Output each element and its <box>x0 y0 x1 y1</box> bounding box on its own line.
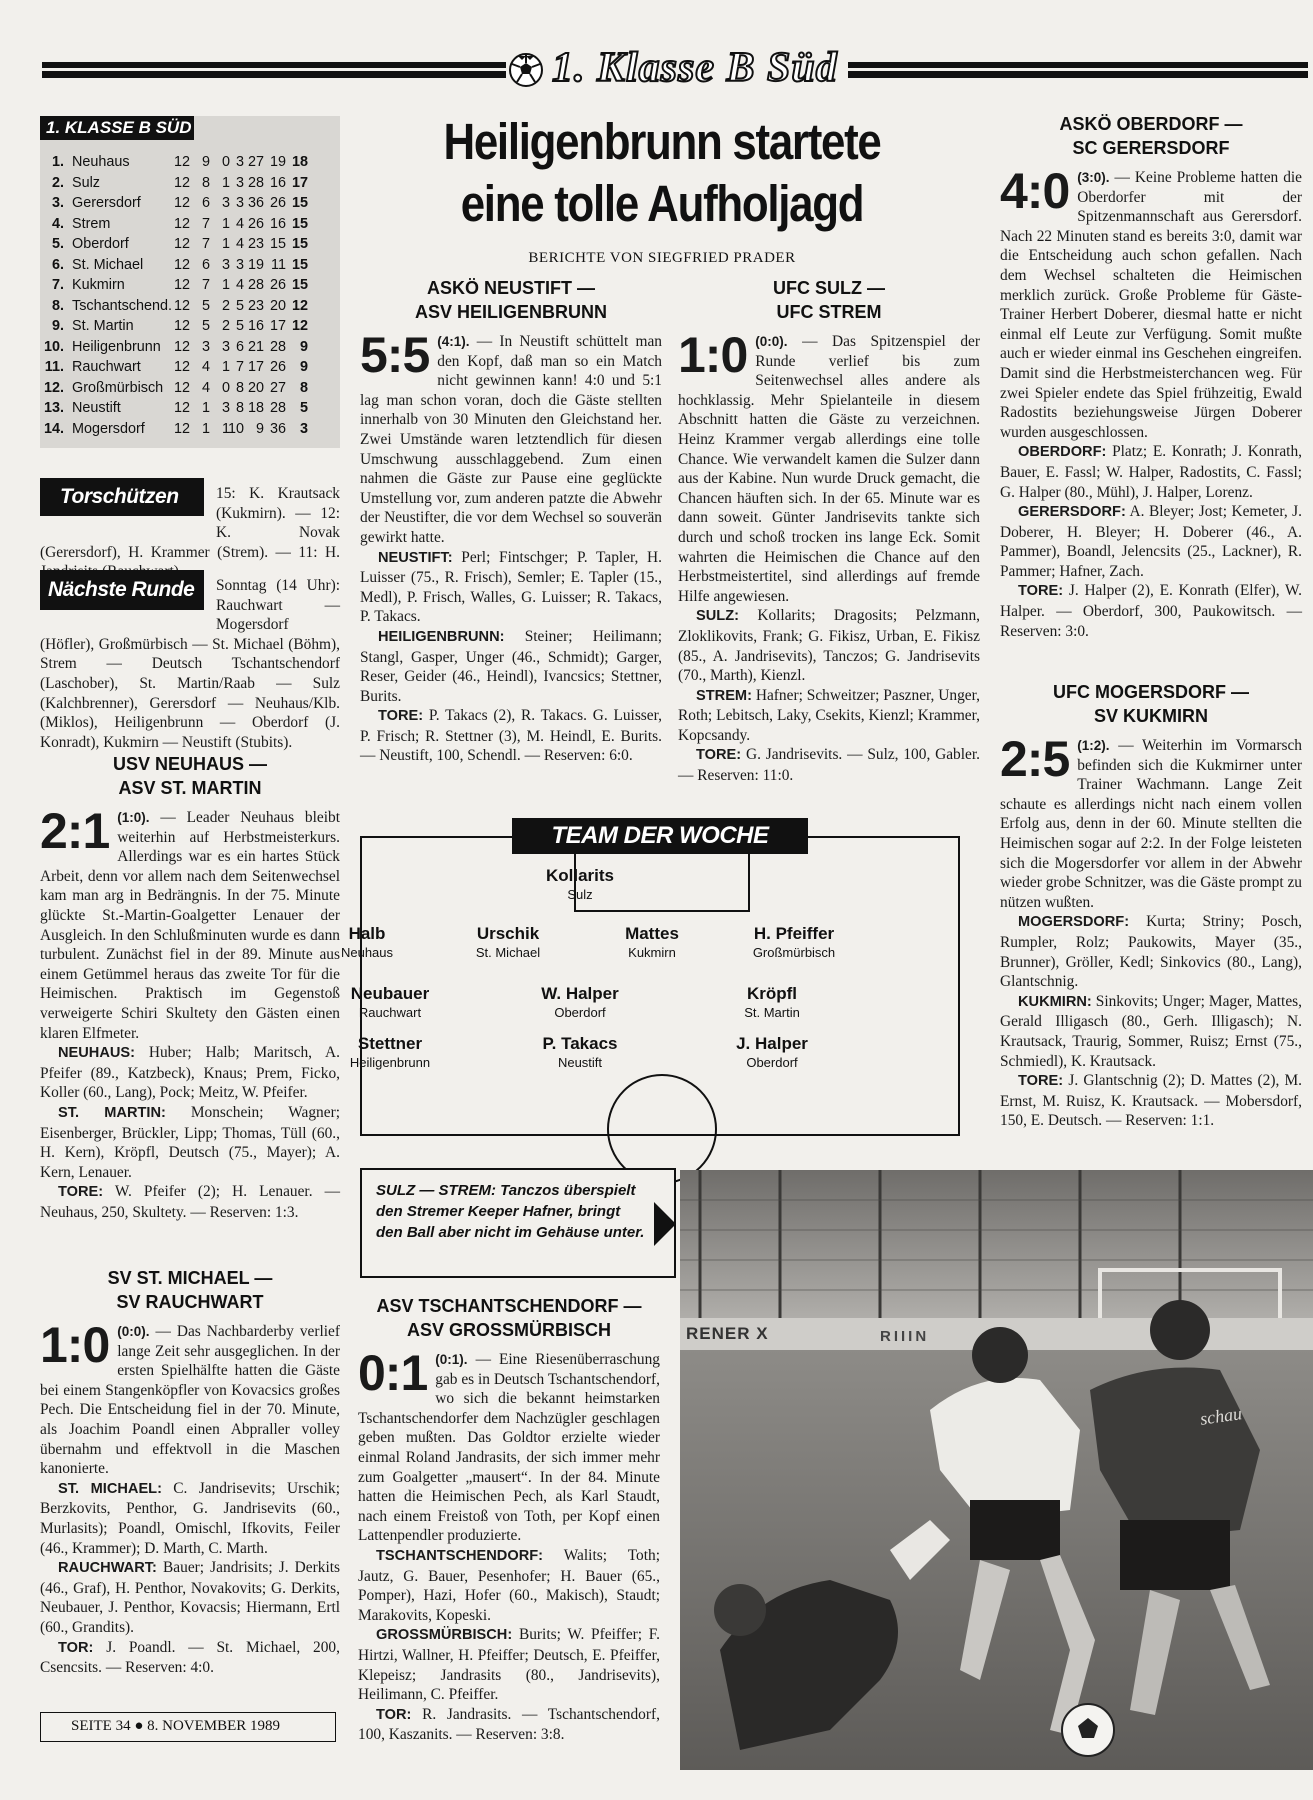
table-row <box>44 296 338 317</box>
table-cell-ga: 11 <box>271 256 286 273</box>
player-name: P. Takacs <box>542 1034 618 1053</box>
table-rank: 4. <box>51 215 64 232</box>
table-cell-g: 12 <box>173 154 190 170</box>
table-rank: 10. <box>44 338 65 355</box>
table-cell-l: 5 <box>235 297 244 314</box>
table-rank: 9. <box>51 318 64 334</box>
table-cell-l: 4 <box>235 277 244 293</box>
table-cell-ga: 20 <box>269 297 286 314</box>
table-cell-l: 8 <box>235 400 244 416</box>
table-cell-d: 1 <box>221 359 230 375</box>
table-row <box>44 193 338 214</box>
table-cell-ga: 15 <box>269 236 286 252</box>
table-row <box>44 214 338 235</box>
table-cell-gf: 23 <box>247 297 264 314</box>
table-cell-pts: 15 <box>291 277 308 293</box>
table-cell-pts: 18 <box>291 154 308 170</box>
player-club: Neuhaus <box>340 945 394 960</box>
table-cell-ga: 17 <box>269 318 286 334</box>
table-rank: 3. <box>51 195 64 211</box>
table-cell-pts: 8 <box>299 379 308 396</box>
player-club: Rauchwart <box>358 1005 422 1020</box>
table-team: Kukmirn <box>72 277 125 293</box>
table-cell-ga: 16 <box>269 215 286 232</box>
league-table-title: 1. KLASSE B SÜD <box>40 116 194 140</box>
table-cell-pts: 9 <box>299 359 308 375</box>
match-photo <box>680 1170 1313 1770</box>
table-cell-pts: 3 <box>299 420 308 437</box>
table-rank: 2. <box>51 174 64 191</box>
table-cell-d: 3 <box>221 338 230 355</box>
team-of-week-title: TEAM DER WOCHE <box>512 818 808 854</box>
match-score: 5:5 <box>360 327 430 383</box>
player-club: Neustift <box>557 1055 603 1070</box>
match-score: 1:0 <box>40 1317 110 1373</box>
table-row <box>44 152 338 173</box>
banner-rule-left <box>42 62 506 78</box>
table-cell-l: 5 <box>235 318 244 334</box>
table-cell-d: 3 <box>221 195 230 211</box>
table-cell-pts: 12 <box>291 297 308 314</box>
table-cell-d: 0 <box>221 154 230 170</box>
table-cell-w: 5 <box>201 318 210 334</box>
section-title: 1. Klasse B Süd <box>552 45 838 91</box>
table-row <box>44 378 338 399</box>
table-cell-w: 3 <box>201 338 210 355</box>
table-row <box>44 173 338 194</box>
table-cell-g: 12 <box>173 359 190 375</box>
table-cell-d: 0 <box>221 379 230 396</box>
byline: BERICHTE VON SIEGFRIED PRADER <box>528 250 796 266</box>
table-cell-w: 7 <box>201 277 210 293</box>
match-oberdorf: ASKÖ OBERDORF — SC GERERSDORF 4:0 (3:0). — Keine Probleme hatten die Oberdorfer mit der Spitzenmannschaft aus Gerersdorf. Nach 22 Minuten stand es bereits 3:0, damit war die Entscheidung auch schon gefallen. Nach dem Wechsel schalteten die Heimischen merklich zurück. Große Probleme für Gäste-Trainer Herbert Doberer, diesmal hatte er nicht einmal elf Leute zur Verfügung. Somit mußte auch er wieder einmal ins Geschehen eingreifen. Damit sind die Herbstmeisterchancen weg. Für zwei Spieler endete das Spiel frühzeitig, Ewald Radostits beziehungsweise Jürgen Doberer wurden ausgeschlossen. OBERDORF: Platz; E. Konrath; J. Konrath, Bauer, E. Fassl; W. Halper, Radostits, C. Fassl; G. Halper (80., Mühl), J. Halper, Lorenz. GERERSDORF: A. Bleyer; Jost; Kemeter, J. Doberer, H. Bleyer; H. Doberer (46., A. Pammer), Boandl, Jelencsits (25., Lackner), R. Pammer; Hafner, Zach. TORE: J. Halper (2), E. Konrath (Elfer), W. Halper. — Oberdorf, 300, Paukowitsch. — Reserven: 3:0. <box>1000 114 1303 640</box>
table-cell-g: 12 <box>173 236 190 252</box>
table-cell-g: 12 <box>173 195 190 211</box>
player-club: Oberdorf <box>554 1005 606 1020</box>
match-title: ASKÖ OBERDORF — <box>1059 114 1243 134</box>
match-title: USV NEUHAUS — <box>112 754 268 774</box>
table-rank: 7. <box>51 277 64 293</box>
next-round-text: Sonntag (14 Uhr): Rauchwart — Mogersdorf (Höfler), Großmürbisch — St. Michael (Böhm), Strem — Deutsch Tschantschendorf (Laschober), St. Martin/Raab — Sulz (Kalchbrenner), Gerersdorf — Neuhaus/Klb. (Miklos), Heiligenbrunn — Oberdorf (J. Konradt), Kukmirn — Neustift (Stubits). <box>40 577 340 751</box>
match-title: ASV GROSSMÜRBISCH <box>406 1320 612 1340</box>
player-name: Mattes <box>625 924 679 943</box>
bullet-icon: ● <box>134 1718 144 1734</box>
photo-caption: SULZ — STREM: Tanczos überspielt den Stremer Keeper Hafner, bringt den Ball aber nicht im Gehäuse unter. <box>376 1182 645 1241</box>
table-row <box>44 337 338 358</box>
player-club: Großmürbisch <box>752 945 836 960</box>
player-name: Halb <box>348 924 386 943</box>
table-cell-w: 4 <box>201 379 210 396</box>
table-row <box>44 275 338 296</box>
table-cell-gf: 18 <box>247 400 264 416</box>
match-score: 2:5 <box>1000 731 1070 787</box>
match-mogersdorf: UFC MOGERSDORF — SV KUKMIRN 2:5 (1:2). — Weiterhin im Vormarsch befinden sich die Kukmirner unter Trainer Wachmann. Lange Zeit schaute es allerdings nicht nach einem vollen Erfolg aus, denn in der 60. Minute stellten die Heimischen sogar auf 2:2. In der Folge leisteten sich die Mogersdorfer vor allem in der Abwehr wieder grobe Schnitzer, was die Gäste prompt zu nützen wußten. MOGERSDORF: Kurta; Striny; Posch, Rumpler, Rolz; Paukowits, Mayer (35., Brunner), Gröller, Kedl; Sinkovics (80., Lang), Glantschnig. KUKMIRN: Sinkovits; Unger; Mager, Mattes, Gerald Illigasch (80., Gerh. Illigasch); N. Krautsack, Traurig, Sommer, Ruisz; Ernst (75., Schmiedl), K. Krautsack. TORE: J. Glantschnig (2); D. Mattes (2), M. Ernst, M. Ruisz, K. Krautsack. — Mobersdorf, 150, E. Deutsch. — Reserven: 1:1. <box>1000 682 1302 1130</box>
match-title: ASKÖ NEUSTIFT — <box>426 278 595 298</box>
table-cell-gf: 23 <box>247 236 264 252</box>
table-cell-pts: 12 <box>291 318 308 334</box>
player-club: St. Martin <box>744 1005 800 1020</box>
table-cell-gf: 20 <box>247 379 264 396</box>
table-row <box>44 357 338 378</box>
table-cell-l: 3 <box>235 195 244 211</box>
table-cell-w: 7 <box>201 236 210 252</box>
table-cell-w: 1 <box>201 420 210 437</box>
match-title: ASV ST. MARTIN <box>118 778 262 798</box>
match-title: SV RAUCHWART <box>116 1292 264 1312</box>
photo-caption-box <box>360 1168 676 1278</box>
table-cell-gf: 19 <box>247 256 264 273</box>
scorers-text: 15: K. Krautsack (Kukmirn). — 12: K. Novak (Gerersdorf), H. Krammer (Strem). — 11: H. <box>40 485 340 561</box>
table-team: Gerersdorf <box>72 195 141 211</box>
table-rank: 13. <box>44 400 65 416</box>
banner-rule-right <box>848 62 1308 78</box>
player-name: Kollarits <box>545 866 615 885</box>
table-cell-l: 3 <box>235 154 244 170</box>
table-cell-l: 4 <box>235 236 244 252</box>
table-cell-d: 3 <box>221 256 230 273</box>
table-cell-g: 12 <box>173 174 190 191</box>
table-cell-w: 6 <box>201 195 210 211</box>
table-rank: 8. <box>51 297 64 314</box>
table-cell-w: 1 <box>201 400 210 416</box>
table-cell-w: 7 <box>201 215 210 232</box>
table-cell-ga: 36 <box>269 420 286 437</box>
table-cell-pts: 9 <box>299 338 308 355</box>
table-row <box>44 419 338 440</box>
table-rank: 12. <box>44 379 65 396</box>
table-cell-ga: 27 <box>269 379 286 396</box>
table-cell-l: 4 <box>235 215 244 232</box>
table-cell-d: 1 <box>221 174 230 191</box>
player-club: Heiligenbrunn <box>349 1055 431 1070</box>
caption-arrow-icon <box>654 1202 676 1246</box>
match-photo-illustration <box>680 1170 1313 1770</box>
table-cell-g: 12 <box>173 420 190 437</box>
match-title: UFC STREM <box>776 302 882 322</box>
headline-line1: Heiligenbrunn startete <box>443 113 881 170</box>
table-cell-pts: 17 <box>291 174 308 191</box>
table-rank: 6. <box>51 256 64 273</box>
table-cell-w: 9 <box>201 154 210 170</box>
match-sulz: UFC SULZ — UFC STREM 1:0 (0:0). — Das Spitzenspiel der Runde verlief bis zum Seitenwechsel alles andere als hochklassig. Mehr Spielanteile in diesem Abschnitt hatten die Gäste zu verzeichnen. Heinz Krammer vergab allerdings eine tolle Chance. Wie verwandelt kamen die Sulzer dann aus der Kabine. Nun wurde Druck gemacht, die Chancen häuften sich. In der 65. Minute war es dann soweit. Günter Jandrisevits tankte sich durch und schoß trocken ins lange Eck. Somit wahrten die Heimischen die Chance auf den Herbstmeistertitel, sind allerdings auf fremde Hilfe angewiesen. SULZ: Kollarits; Dragosits; Pelzmann, Zloklikovits, Frank; G. Fikisz, Urban, E. Fikisz (85., A. Jandrisevits), Tanczos; G. Jandrisevits (70., Marth), Kienzl. STREM: Hafner; Schweitzer; Paszner, Unger, Roth; Lebitsch, Laky, Csekits, Kienzl; Krammer, Kopcsandy. TORE: G. Jandrisevits. — Sulz, 100, Gabler. — Reserven: 11:0. <box>678 278 980 785</box>
page-footer <box>40 1712 336 1742</box>
table-cell-ga: 16 <box>269 174 286 191</box>
match-score: 2:1 <box>40 803 110 859</box>
player-club: Oberdorf <box>746 1055 798 1070</box>
player-name: W. Halper <box>541 984 619 1003</box>
table-cell-d: 3 <box>221 400 230 416</box>
table-cell-g: 12 <box>173 318 190 334</box>
table-cell-l: 3 <box>235 174 244 191</box>
ad-board-text: RIIIN <box>880 1328 930 1345</box>
match-title: ASV TSCHANTSCHENDORF — <box>376 1296 642 1316</box>
table-team: Strem <box>72 215 111 232</box>
player-name: J. Halper <box>736 1034 808 1053</box>
table-team: St. Martin <box>72 318 134 334</box>
table-team: Neuhaus <box>72 154 130 170</box>
table-cell-l: 8 <box>235 379 244 396</box>
table-cell-pts: 15 <box>291 236 308 252</box>
table-row <box>44 316 338 337</box>
shirt-sponsor-text: schau <box>1198 1403 1244 1429</box>
table-cell-w: 8 <box>201 174 210 191</box>
table-rank: 11. <box>44 359 64 375</box>
table-cell-l: 3 <box>235 256 244 273</box>
table-cell-ga: 28 <box>269 400 286 416</box>
table-team: Rauchwart <box>72 359 141 375</box>
table-team: Heiligenbrunn <box>72 338 161 355</box>
table-team: Tschantschend. <box>72 297 172 314</box>
soccer-ball-icon <box>508 52 544 88</box>
table-cell-pts: 15 <box>291 256 308 273</box>
match-title: ASV HEILIGENBRUNN <box>414 302 607 322</box>
player-name: H. Pfeiffer <box>753 924 835 943</box>
table-cell-g: 12 <box>173 215 190 232</box>
table-cell-d: 1 <box>221 215 230 232</box>
match-michael: SV ST. MICHAEL — SV RAUCHWART 1:0 (0:0). — Das Nachbarderby verlief lange Zeit sehr ausgeglichen. In der ersten Spielhälfte hatten die Gäste bei einem Stangenköpfler von Kovacsics großes Pech. Die Entscheidung fiel in der 70. Minute, als Joachim Poandl einen Abpraller volley übernahm und effektvoll in die Maschen kanonierte. ST. MICHAEL: C. Jandrisevits; Urschik; Berzkovits, Penthor, G. Jandrisevits (60., Murlasits); Poandl, Omischl, Ifkovits, Feiler (46., Krammer); D. Marth, C. Marth. RAUCHWART: Bauer; Jandrisits; J. Derkits (46., Graf), H. Penthor, Novakovits; G. Derkits, Neubauer, J. Penthor, Kovacsis; Hiermann, Ertl (60., Grandits). TOR: J. Poandl. — St. Michael, 200, Csencsits. — Reserven: 4:0. <box>40 1268 340 1677</box>
headline-line2: eine tolle Aufholjagd <box>460 175 864 232</box>
ad-board-text: RENER X <box>686 1324 769 1343</box>
table-cell-ga: 28 <box>269 338 286 355</box>
player-name: Neubauer <box>350 984 430 1003</box>
table-cell-l: 10 <box>227 420 244 437</box>
match-score: 1:0 <box>678 327 748 383</box>
footer-date: 8. NOVEMBER 1989 <box>147 1718 281 1734</box>
table-cell-gf: 36 <box>247 195 264 211</box>
player-name: Kröpfl <box>746 984 798 1003</box>
table-row <box>44 234 338 255</box>
table-cell-d: 2 <box>221 297 230 314</box>
table-cell-ga: 26 <box>269 359 286 375</box>
match-title: UFC SULZ — <box>773 278 885 298</box>
table-rank: 5. <box>51 236 64 252</box>
table-team: Sulz <box>72 174 100 191</box>
table-cell-l: 6 <box>235 338 244 355</box>
table-rank: 14. <box>44 420 65 437</box>
table-cell-ga: 26 <box>269 277 286 293</box>
table-cell-gf: 28 <box>247 277 264 293</box>
table-cell-d: 1 <box>221 420 230 437</box>
table-team: Neustift <box>72 400 121 416</box>
table-rank: 1. <box>51 154 64 170</box>
next-round-title: Nächste Runde <box>40 570 204 610</box>
match-title: SV KUKMIRN <box>1093 706 1208 726</box>
match-title: SV ST. MICHAEL — <box>107 1268 273 1288</box>
table-cell-d: 1 <box>221 277 230 293</box>
player-name: Stettner <box>357 1034 423 1053</box>
table-cell-g: 12 <box>173 297 190 314</box>
table-cell-gf: 17 <box>247 359 264 375</box>
table-cell-pts: 15 <box>291 215 308 232</box>
table-cell-d: 1 <box>221 236 230 252</box>
table-team: Oberdorf <box>72 236 129 252</box>
table-cell-gf: 21 <box>247 338 264 355</box>
table-cell-pts: 5 <box>299 400 308 416</box>
match-title: SC GERERSDORF <box>1072 138 1230 158</box>
table-cell-w: 5 <box>201 297 210 314</box>
player-club: St. Michael <box>475 945 541 960</box>
player-name: Urschik <box>476 924 540 943</box>
table-cell-d: 2 <box>221 318 230 334</box>
match-score: 4:0 <box>1000 163 1070 219</box>
table-cell-g: 12 <box>173 277 190 293</box>
table-cell-w: 4 <box>201 359 210 375</box>
table-row <box>44 255 338 276</box>
table-cell-gf: 28 <box>247 174 264 191</box>
player-club: Sulz <box>567 887 593 902</box>
table-cell-g: 12 <box>173 338 190 355</box>
table-cell-ga: 26 <box>269 195 286 211</box>
match-neustift: ASKÖ NEUSTIFT — ASV HEILIGENBRUNN 5:5 (4:1). — In Neustift schüttelt man den Kopf, daß man so ein Match nicht gewinnen kann! 4:0 und 5:1 lag man schon voran, doch die Gäste stellten innerhalb von 30 Minuten den Gleichstand her. Zwei Umstände waren letztendlich für diesen Umschwung ausschlaggebend. Zum einen nahmen die Gäste zur Pause eine geglückte Umstellung vor, zum anderen patzte die Abwehr der Neustifter, die vor dem Wechsel so souverän gewirkt hatte. NEUSTIFT: Perl; Fintschger; P. Tapler, H. Luisser (75., R. Frisch), Semler; E. Tapler (15., Medl), P. Frisch, Walles, G. Luisser; R. Takacs, P. Takacs. HEILIGENBRUNN: Steiner; Heilimann; Stangl, Gasper, Unger (46., Schmidt); Garger, Reser, Geider (46., Heindl), Ivancsics; Stettner, Burits. TORE: P. Takacs (2), R. Takacs. G. Luisser, P. Frisch; R. Stettner (3), M. Heindl, E. Burits. — Neustift, 100, Schendl. — Reserven: 6:0. <box>360 278 662 765</box>
match-tschantschendorf: ASV TSCHANTSCHENDORF — ASV GROSSMÜRBISCH 0:1 (0:1). — Eine Riesenüberraschung gab es in Deutsch Tschantschendorf, wo sich die bekannt heimstarken Tschantschendorfer dem Nachzügler geschlagen geben mußten. Das Goldtor erzielte wieder einmal Roland Jandrasits, der sich immer mehr zum Goalgetter „mausert“. In der 84. Minute hatten die Heimischen Pech, als Karl Staudt, nach einem Freistoß von Toth, per Kopf einen Lattenpendler produzierte. TSCHANTSCHENDORF: Walits; Toth; Jautz, G. Bauer, Pesenhofer; H. Bauer (65., Pomper), Hazi, Hofer (60., Makisch), Staudt; Marakovits, Kopeski. GROSSMÜRBISCH: Burits; W. Pfeiffer; F. Hirtzi, Wallner, H. Pfeiffer; Deutsch, E. Pfeiffer, Klepeisz; Jandrasits (80., Jandrisevits), Heilimann, C. Pfeiffer. TOR: R. Jandrasits. — Tschantschendorf, 100, Kaszanits. — Reserven: 3:8. <box>358 1296 660 1744</box>
match-neuhaus: USV NEUHAUS — ASV ST. MARTIN 2:1 (1:0). — Leader Neuhaus bleibt weiterhin auf Herbstmeisterkurs. Allerdings war es ein hartes Stück Arbeit, denn vor allem nach dem Seitenwechsel kam man arg in Bedrängnis. In der 75. Minute glückte St.-Martin-Goalgetter Lenauer der Ausgleich. In den Schlußminuten wurde es dann turbulent. Zunächst fiel in der 89. Minute aus einem Getümmel heraus das zweite Tor für die Heimischen. Praktisch im Gegenstoß verweigerte Schiri Skultety den Gästen einen klaren Elfmeter. NEUHAUS: Huber; Halb; Maritsch, A. Pfeifer (89., Katzbeck), Knaus; Prem, Ficko, Koller (60., Lang), Pock; Meitz, W. Pfeifer. ST. MARTIN: Monschein; Wagner; Eisenberger, Brückler, Lipp; Thomas, Tüll (60., H. Kern), Kröpfl, Deutsch (75., Mayer); A. Kern, Lenauer. TORE: W. Pfeifer (2); H. Lenauer. — Neuhaus, 250, Skultety. — Reserven: 1:3. <box>40 754 340 1221</box>
table-team: Mogersdorf <box>72 420 145 437</box>
scorers-title: Torschützen <box>40 478 204 516</box>
table-cell-g: 12 <box>173 256 190 273</box>
table-cell-g: 12 <box>173 379 190 396</box>
match-score: 0:1 <box>358 1345 428 1401</box>
table-cell-gf: 16 <box>247 318 264 334</box>
table-cell-w: 6 <box>201 256 210 273</box>
table-cell-ga: 19 <box>269 154 286 170</box>
table-team: St. Michael <box>72 256 144 273</box>
table-cell-gf: 9 <box>255 420 264 437</box>
table-cell-g: 12 <box>173 400 190 416</box>
table-team: Großmürbisch <box>72 379 164 396</box>
footer-page: SEITE 34 <box>71 1718 131 1734</box>
table-cell-gf: 26 <box>247 215 264 232</box>
match-title: UFC MOGERSDORF — <box>1053 682 1249 702</box>
player-club: Kukmirn <box>628 945 676 960</box>
table-cell-pts: 15 <box>291 195 308 211</box>
table-cell-gf: 27 <box>247 154 264 170</box>
table-row <box>44 398 338 419</box>
table-cell-l: 7 <box>235 359 244 375</box>
